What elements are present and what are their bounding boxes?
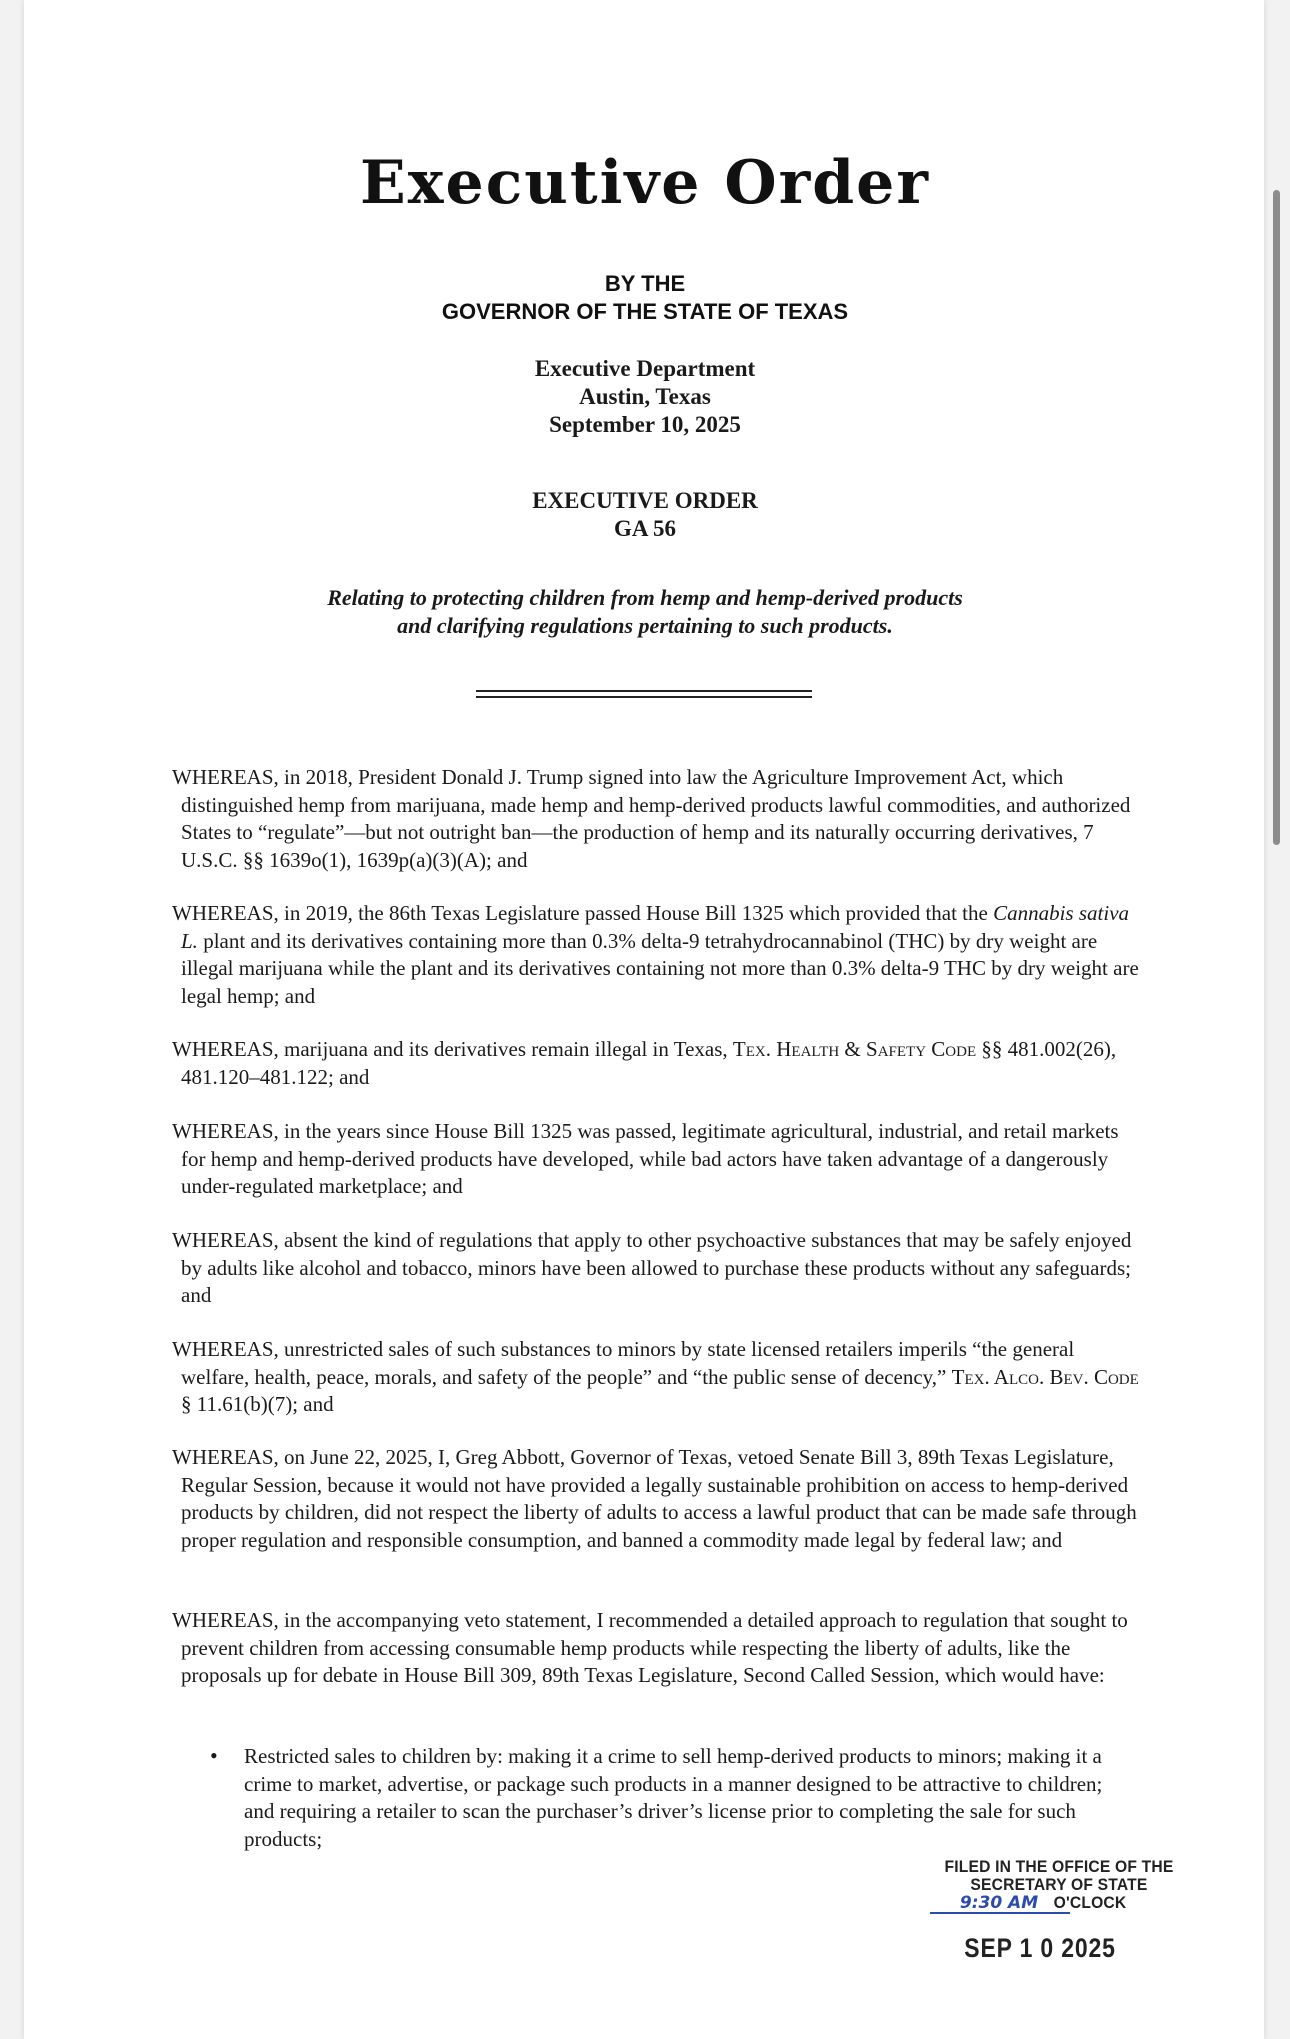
by-the-heading: BY THE	[604, 271, 686, 296]
whereas-text: § 11.61(b)(7); and	[181, 1392, 334, 1416]
double-rule-bottom	[476, 696, 812, 698]
department-name: Executive Department	[534, 356, 756, 381]
whereas-paragraph	[172, 764, 1141, 874]
whereas-paragraph	[172, 1036, 1141, 1091]
whereas-text: WHEREAS, in 2018, President Donald J. Trump signed into law the Agriculture Improvement Act, which distinguished hemp from marijuana, made hemp and hemp-derived products lawful commodities, and authorized States to “regulate”—but not outright ban—the production of hemp and its naturally occurring derivatives, 7 U.S.C. §§ 1639o(1), 1639p(a)(3)(A); and	[172, 765, 1131, 872]
whereas-paragraph	[172, 1227, 1141, 1310]
order-date: September 10, 2025	[549, 412, 741, 437]
document-title: Executive Order	[360, 148, 930, 218]
department-block	[0, 355, 1290, 439]
stamp-line-2: SECRETARY OF STATE	[970, 1875, 1148, 1894]
order-label: EXECUTIVE ORDER	[532, 488, 758, 513]
whereas-text: WHEREAS, unrestricted sales of such substances to minors by state licensed retailers imperils “the general welfare, health, peace, morals, and safety of the people” and “the public sense of decency,”	[172, 1337, 1075, 1389]
whereas-italic-term: Cannabis sativa L.	[181, 901, 1130, 953]
code-citation: Tex. Health & Safety Code	[732, 1037, 977, 1061]
stamp-oclock: O'CLOCK	[1053, 1893, 1127, 1912]
whereas-text: WHEREAS, in the years since House Bill 1325 was passed, legitimate agricultural, industrial, and retail markets for hemp and hemp-derived products have developed, while bad actors have taken advantage of a dangerously under-regulated marketplace; and	[172, 1119, 1119, 1198]
whereas-text: WHEREAS, marijuana and its derivatives remain illegal in Texas,	[172, 1037, 728, 1061]
whereas-text: WHEREAS, in the accompanying veto statement, I recommended a detailed approach to regulation that sought to prevent children from accessing consumable hemp products while respecting the liberty of adults, like the proposals up for debate in House Bill 309, 89th Texas Legislature, Second Called Session, which would have:	[172, 1608, 1128, 1687]
order-number: GA 56	[614, 516, 676, 541]
whereas-paragraph	[172, 900, 1141, 1010]
department-location: Austin, Texas	[579, 384, 711, 409]
whereas-text: WHEREAS, absent the kind of regulations that apply to other psychoactive substances that may be safely enjoyed by adults like alcohol and tobacco, minors have been allowed to purchase these products without any safeguards; and	[172, 1228, 1132, 1307]
whereas-text: plant and its derivatives containing more than 0.3% delta-9 tetrahydrocannabinol (THC) by dry weight are illegal marijuana while the plant and its derivatives containing not more than 0.3% delta-9 THC by dry weight are legal hemp; and	[181, 928, 1139, 1008]
order-id-block	[0, 487, 1290, 543]
whereas-paragraph	[172, 1444, 1141, 1554]
stamp-time-underline	[930, 1912, 1070, 1914]
whereas-text: §§ 481.002(26), 481.120–481.122; and	[181, 1037, 1117, 1089]
stamp-handwritten-time: 9:30 AM	[959, 1893, 1039, 1913]
stamp-line-1: FILED IN THE OFFICE OF THE	[944, 1857, 1174, 1876]
whereas-text: WHEREAS, on June 22, 2025, I, Greg Abbott, Governor of Texas, vetoed Senate Bill 3, 89th Texas Legislature, Regular Session, because it would not have provided a legally sustainable prohibition on access to hemp-derived products by children, did not respect the liberty of adults to access a lawful product that can be made safe through proper regulation and responsible consumption, and banned a commodity made legal by federal law; and	[172, 1445, 1137, 1552]
bullet-item: Restricted sales to children by: making it a crime to sell hemp-derived products to minors; making it a crime to market, advertise, or package such products in a manner designed to be attractive to children; and requiring a retailer to scan the purchaser’s driver’s license prior to completing the sale for such products;	[244, 1744, 1103, 1851]
stamp-date: SEP 1 0 2025	[964, 1933, 1116, 1963]
governor-heading: GOVERNOR OF THE STATE OF TEXAS	[441, 299, 849, 324]
subtitle-line-1: Relating to protecting children from hemp and hemp-derived products	[327, 585, 963, 610]
code-citation: Tex. Alco. Bev. Code	[951, 1364, 1139, 1389]
whereas-paragraph	[172, 1336, 1141, 1419]
double-rule-top	[476, 690, 812, 692]
whereas-paragraph	[172, 1118, 1141, 1201]
subtitle-line-2: and clarifying regulations pertaining to such products.	[397, 613, 893, 638]
bullet-icon: •	[210, 1743, 218, 1768]
whereas-paragraph	[172, 1607, 1141, 1690]
whereas-text: WHEREAS, in 2019, the 86th Texas Legislature passed House Bill 1325 which provided that the	[172, 901, 988, 925]
order-subtitle	[0, 584, 1290, 640]
